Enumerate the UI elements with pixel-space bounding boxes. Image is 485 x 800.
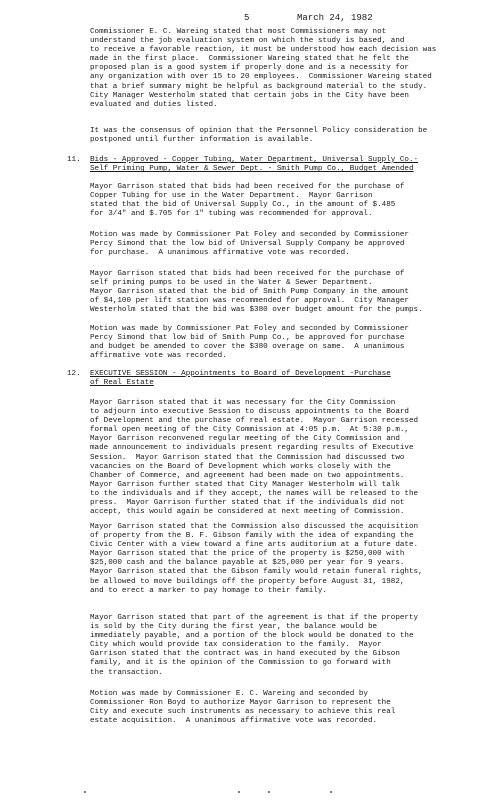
- item-12-paragraph-2: Mayor Garrison stated that the Commission also discussed the acquisition of property from the B. F. Gibson family with the idea of expanding the Civic Center with a view toward a fine arts auditorium at a future date. Mayor Garrison stated that the price of the property is $250,000 with $25,000 cash and the balance payable at $25,000 per year for 9 years. Mayor Garrison stated that the Gibson family would retain funeral rights, be allowed to move buildings off the property before August 31, 1982, and to erect a marker to pay homage to their family.: [90, 523, 423, 595]
- intro-paragraph: Commissioner E. C. Wareing stated that most Commissioners may not understand the job evaluation system on which the study is based, and to receive a favorable reaction, it must be understood how each decision was made in the first place. Commissioner Wareing stated that he felt the proposed plan is a good system if properly done and is a necessity for any organization with over 15 to 20 employees. Commissioner Wareing stated that a brief summary might be helpful as background material to the study. City Manager Westerholm stated that certain jobs in the City have been evaluated and duties listed.: [90, 28, 437, 109]
- item-11-title: Bids - Approved - Copper Tubing, Water Department, Universal Supply Co.- Self Priming Pump, Water & Sewer Dept. - Smith Pump Co., Budget Amended: [90, 156, 419, 174]
- item-12-paragraph-1: Mayor Garrison stated that it was necessary for the City Commission to adjourn into executive Session to discuss appointments to the Board of Development and the purchase of real estate. Mayor Garrison recessed formal open meeting of the City Commission at 4:05 p.m. At 5:30 p.m., Mayor Garrison reconvened regular meeting of the City Commission and made announcement to individuals present regarding results of Executive Session. Mayor Garrison stated that the Commission had discussed two vacancies on the Board of Development which works closely with the Chamber of Commerce, and agreement had been made on two appointments. Mayor Garrison further stated that City Manager Westerholm will talk to the individuals and if they accept, the names will be released to the press. Mayor Garrison further stated that if the individuals did not accept, this would again be considered at next meeting of Commission.: [90, 399, 419, 517]
- item-11-paragraph-4: Motion was made by Commissioner Pat Foley and seconded by Commissioner Percy Simond that low bid of Smith Pump Co., be approved for purchase and budget be amended to cover the $380 overage on same. A unanimous affirmative vote was recorded.: [90, 325, 409, 361]
- item-11-paragraph-3: Mayor Garrison stated that bids had been received for the purchase of self priming pumps to be used in the Water & Sewer Department. Mayor Garrison stated that the bid of Smith Pump Company in the amount of $4,100 per lift station was recommended for approval. City Manager Westerholm stated that the bid was $380 over budget amount for the pumps.: [90, 270, 423, 315]
- item-12-number: 12.: [67, 370, 81, 378]
- scan-speck: [330, 791, 332, 793]
- scan-speck: [268, 791, 270, 793]
- item-12-title: EXECUTIVE SESSION - Appointments to Board of Development -Purchase of Real Estate: [90, 370, 391, 388]
- item-11-paragraph-1: Mayor Garrison stated that bids had been received for the purchase of Copper Tubing for use in the Water Department. Mayor Garrison stated that the bid of Universal Supply Co., in the amount of $.485 for 3/4" and $.705 for 1" tubing was recommended for approval.: [90, 183, 405, 219]
- item-12-paragraph-3: Mayor Garrison stated that part of the agreement is that if the property is sold by the City during the first year, the balance would be immediately payable, and a portion of the block would be donated to the City which would provide tax consideration to the family. Mayor Garrison stated that the contract was in hand executed by the Gibson family, and it is the opinion of the Commission to go forward with the transaction.: [90, 614, 419, 677]
- page-number: 5: [244, 13, 250, 23]
- page-date: March 24, 1982: [297, 13, 373, 23]
- item-11-paragraph-2: Motion was made by Commissioner Pat Foley and seconded by Commissioner Percy Simond that the low bid of Universal Supply Company be approved for purchase. A unanimous affirmative vote was recorded.: [90, 231, 409, 258]
- item-11-number: 11.: [67, 156, 81, 164]
- consensus-paragraph: It was the consensus of opinion that the Personnel Policy consideration be postponed until further information is available.: [90, 127, 428, 145]
- scan-speck: [238, 791, 240, 793]
- item-12-paragraph-4: Motion was made by Commissioner E. C. Wareing and seconded by Commissioner Ron Boyd to authorize Mayor Garrison to represent the City and execute such instruments as necessary to achieve this real estate acquisition. A unanimous affirmative vote was recorded.: [90, 690, 396, 726]
- scan-speck: [84, 791, 86, 793]
